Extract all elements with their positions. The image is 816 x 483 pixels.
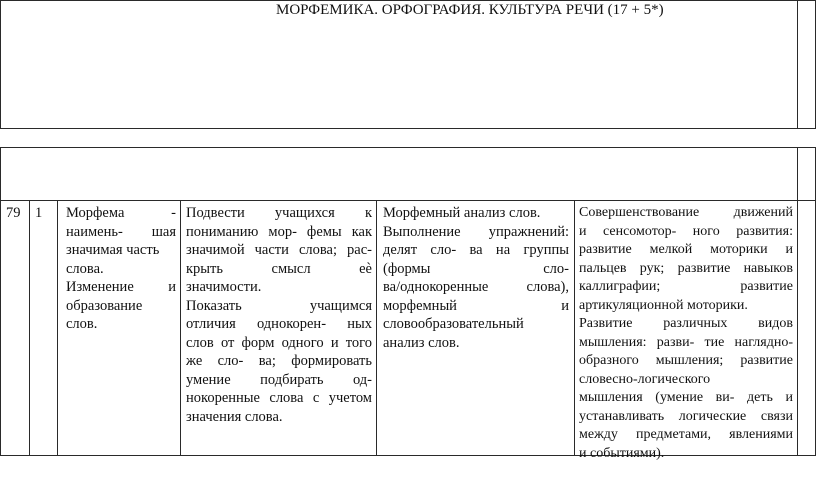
activities-line: (формы сло- [383,260,569,277]
goals-line: крыть смысл еѐ [186,260,372,277]
col-divider-4 [376,200,377,456]
topic-cell [66,204,176,334]
lesson-number: 79 [6,205,21,221]
correction-line: Развитие различных видов [579,316,793,331]
activities-line: делят сло- ва на группы [383,242,569,258]
correction-line: и сенсомотор- ного развития: [579,223,793,239]
topic-line: слов. [66,316,98,332]
main-table-right-divider [797,147,798,456]
correction-line: развитие мелкой моторики и [579,242,793,257]
topic-line: Морфема - [66,205,176,221]
topic-line: значимая часть [66,242,160,258]
correction-line: Совершенствование движений [579,205,793,220]
col-divider-2 [57,200,58,456]
main-table-left-border [0,147,1,456]
top-table-bottom-border [0,128,816,129]
goals-line: Подвести учащихся к [186,205,372,221]
top-table-left-border [0,0,1,129]
col-divider-3 [180,200,181,456]
correction-line: мышления: разви- тие наглядно- [579,334,793,350]
correction-line: образного мышления; развитие [579,353,793,368]
correction-line: каллиграфии; развитие [579,279,793,294]
goals-line: слов от форм одного и того [186,334,372,351]
goals-line: Показать учащимся [186,297,372,314]
correction-cell [579,204,793,463]
top-table-top-border [0,0,816,1]
col-divider-5 [574,200,575,456]
correction-line: устанавливать логические связи [579,408,793,424]
activities-line: Морфемный анализ слов. [383,205,541,221]
goals-line: значения слова. [186,408,283,425]
main-table-top-border [0,147,816,148]
goals-cell [186,204,372,426]
goals-line: пониманию мор- фемы как [186,223,372,240]
correction-line: артикуляционной моторики. [579,297,748,313]
goals-line: значимой части слова; рас- [186,242,372,258]
top-table-col-divider [797,0,798,129]
topic-line: Изменение и [66,279,176,295]
goals-line: нокоренные слова с учетом [186,390,372,406]
topic-line: слова. [66,260,104,277]
correction-line: между предметами, явлениями [579,427,793,442]
activities-line: ва/однокоренные слова), [383,279,569,295]
topic-line: наимень- шая [66,223,176,240]
activities-line: словообразовательный [383,316,524,332]
correction-line: и событиями). [579,445,665,461]
col-divider-1 [29,200,30,456]
main-table-header-separator [0,200,816,201]
section-title: МОРФЕМИКА. ОРФОГРАФИЯ. КУЛЬТУРА РЕЧИ (17 + 5*) [276,2,664,18]
goals-line: отличия однокорен- ных [186,316,372,332]
topic-line: образование [66,297,143,314]
correction-line: словесно-логического [579,371,711,387]
goals-line: умение подбирать од- [186,371,372,388]
activities-line: морфемный и [383,297,569,314]
hour-number: 1 [35,205,43,221]
goals-line: значимости. [186,279,262,295]
goals-line: же сло- ва; формировать [186,353,372,369]
correction-line: мышления (умение ви- деть и [579,390,793,405]
activities-cell [383,204,569,352]
correction-line: пальцев рук; развитие навыков [579,260,793,276]
activities-line: анализ слов. [383,334,460,351]
activities-line: Выполнение упражнений: [383,223,569,240]
